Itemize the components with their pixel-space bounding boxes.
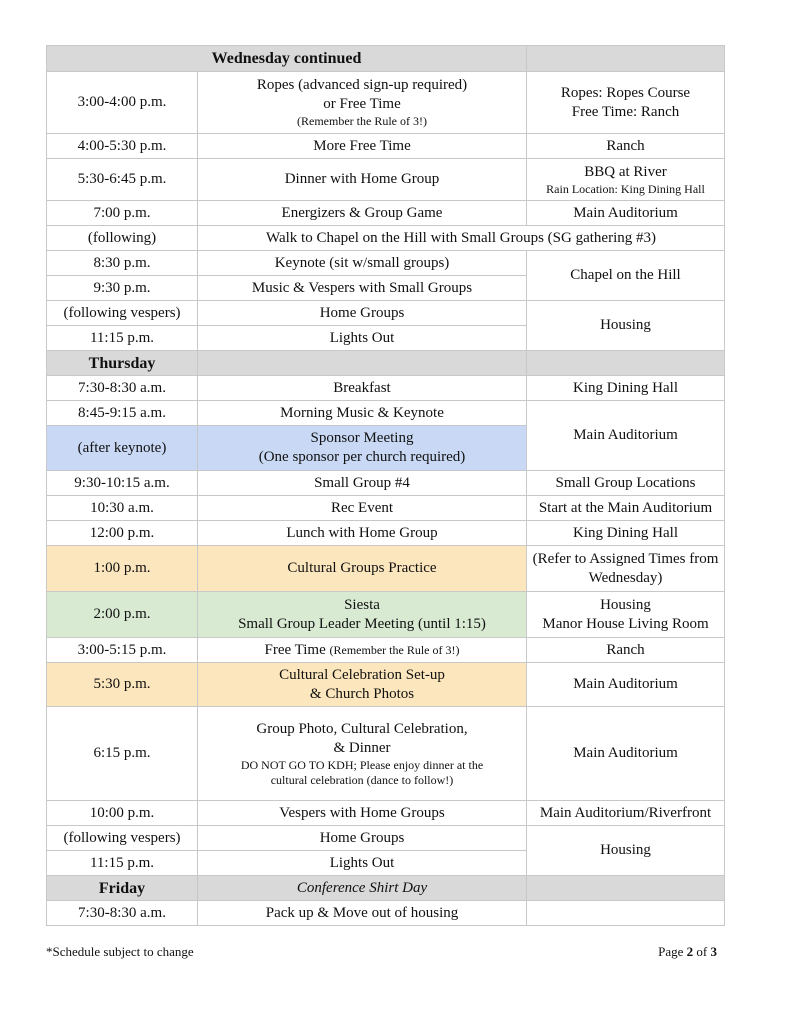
activity-cell: Cultural Groups Practice	[198, 546, 527, 592]
section-header-blank	[527, 46, 725, 72]
time-cell: 7:00 p.m.	[47, 201, 198, 226]
activity-cell: Lights Out	[198, 851, 527, 876]
table-row	[47, 401, 725, 426]
time-cell: 11:15 p.m.	[47, 851, 198, 876]
activity-cell: Small Group #4	[198, 471, 527, 496]
location-cell: Ranch	[527, 638, 725, 663]
activity-cell: Lunch with Home Group	[198, 521, 527, 546]
day-header-blank	[198, 351, 527, 376]
location-note: Rain Location: King Dining Hall	[546, 181, 705, 196]
table-row	[47, 226, 725, 251]
activity-cell	[198, 426, 527, 471]
location-cell: Main Auditorium	[527, 201, 725, 226]
table-row	[47, 496, 725, 521]
table-row	[47, 663, 725, 707]
activity-note: (Remember the Rule of 3!)	[297, 114, 427, 128]
table-row	[47, 801, 725, 826]
day-title: Friday	[47, 876, 198, 901]
time-cell: 8:30 p.m.	[47, 251, 198, 276]
day-header-blank	[527, 351, 725, 376]
location-cell: Housing	[527, 826, 725, 876]
section-title: Wednesday continued	[47, 46, 527, 72]
time-cell: (following)	[47, 226, 198, 251]
activity-line: or Free Time	[323, 96, 401, 112]
day-note: Conference Shirt Day	[198, 876, 527, 901]
activity-line: & Dinner	[333, 739, 391, 756]
location-line: BBQ at River	[584, 163, 667, 180]
time-cell: (after keynote)	[47, 426, 198, 471]
time-cell: 4:00-5:30 p.m.	[47, 134, 198, 159]
location-cell: Main Auditorium/Riverfront	[527, 801, 725, 826]
activity-cell	[198, 592, 527, 638]
activity-cell: Home Groups	[198, 826, 527, 851]
location-cell	[527, 159, 725, 201]
activity-line: Group Photo, Cultural Celebration,	[256, 720, 468, 737]
footer-disclaimer: *Schedule subject to change	[46, 944, 194, 959]
location-line: Free Time: Ranch	[571, 103, 680, 120]
activity-line: Sponsor Meeting	[310, 430, 414, 446]
table-row	[47, 134, 725, 159]
location-cell: Main Auditorium	[527, 401, 725, 471]
table-row	[47, 376, 725, 401]
day-header-row	[47, 351, 725, 376]
location-cell	[527, 592, 725, 638]
location-cell	[527, 901, 725, 926]
page-prefix: Page	[658, 944, 684, 959]
day-header-blank	[527, 876, 725, 901]
location-cell: Small Group Locations	[527, 471, 725, 496]
activity-cell: Keynote (sit w/small groups)	[198, 251, 527, 276]
table-row	[47, 546, 725, 592]
activity-cell: More Free Time	[198, 134, 527, 159]
day-header-row	[47, 876, 725, 901]
activity-line: Siesta	[344, 596, 380, 613]
table-row	[47, 592, 725, 638]
activity-line: Cultural Celebration Set-up	[279, 666, 445, 683]
time-cell: 9:30-10:15 a.m.	[47, 471, 198, 496]
location-line: (Refer to Assigned Times from	[532, 550, 719, 567]
day-title: Thursday	[47, 351, 198, 376]
time-cell: 1:00 p.m.	[47, 546, 198, 592]
page-total: 3	[710, 944, 717, 959]
activity-line: Small Group Leader Meeting (until 1:15)	[238, 615, 486, 632]
time-cell: 5:30 p.m.	[47, 663, 198, 707]
table-row	[47, 201, 725, 226]
location-cell: King Dining Hall	[527, 376, 725, 401]
time-cell: 10:30 a.m.	[47, 496, 198, 521]
activity-cell: Music & Vespers with Small Groups	[198, 276, 527, 301]
activity-cell: Walk to Chapel on the Hill with Small Groups (SG gathering #3)	[198, 226, 725, 251]
table-row	[47, 707, 725, 801]
table-row	[47, 72, 725, 134]
activity-line: (One sponsor per church required)	[258, 449, 466, 465]
page-of: of	[696, 944, 708, 959]
location-cell: King Dining Hall	[527, 521, 725, 546]
table-row	[47, 826, 725, 851]
activity-cell: Breakfast	[198, 376, 527, 401]
time-cell: 9:30 p.m.	[47, 276, 198, 301]
activity-note: cultural celebration (dance to follow!)	[270, 772, 454, 787]
table-row	[47, 159, 725, 201]
activity-cell: Home Groups	[198, 301, 527, 326]
activity-note: DO NOT GO TO KDH; Please enjoy dinner at the	[240, 757, 484, 772]
table-row	[47, 301, 725, 326]
location-line: Wednesday)	[588, 569, 663, 586]
time-cell: 11:15 p.m.	[47, 326, 198, 351]
table-row	[47, 471, 725, 496]
section-header-row	[47, 46, 725, 72]
activity-note: (Remember the Rule of 3!)	[329, 642, 460, 657]
time-cell: 2:00 p.m.	[47, 592, 198, 638]
activity-cell: Pack up & Move out of housing	[198, 901, 527, 926]
activity-cell	[198, 72, 527, 134]
table-row	[47, 251, 725, 276]
location-cell: Main Auditorium	[527, 707, 725, 801]
location-cell	[527, 72, 725, 134]
location-cell: Main Auditorium	[527, 663, 725, 707]
location-cell: Housing	[527, 301, 725, 351]
time-cell: (following vespers)	[47, 826, 198, 851]
activity-cell: Lights Out	[198, 326, 527, 351]
activity-cell: Energizers & Group Game	[198, 201, 527, 226]
activity-cell: Dinner with Home Group	[198, 159, 527, 201]
time-cell: 7:30-8:30 a.m.	[47, 376, 198, 401]
time-cell: 7:30-8:30 a.m.	[47, 901, 198, 926]
table-row	[47, 901, 725, 926]
activity-text: Free Time	[264, 641, 326, 658]
location-line: Ropes: Ropes Course	[560, 84, 691, 101]
time-cell: 6:15 p.m.	[47, 707, 198, 801]
location-cell: Ranch	[527, 134, 725, 159]
activity-cell: Rec Event	[198, 496, 527, 521]
activity-cell	[198, 707, 527, 801]
activity-line: & Church Photos	[309, 685, 415, 702]
location-line: Housing	[600, 596, 651, 613]
activity-line: Ropes (advanced sign-up required)	[256, 77, 468, 93]
time-cell: 12:00 p.m.	[47, 521, 198, 546]
time-cell: 3:00-5:15 p.m.	[47, 638, 198, 663]
time-cell: 3:00-4:00 p.m.	[47, 72, 198, 134]
time-cell: 10:00 p.m.	[47, 801, 198, 826]
activity-cell: Vespers with Home Groups	[198, 801, 527, 826]
schedule-table	[46, 45, 725, 926]
table-row	[47, 521, 725, 546]
time-cell: (following vespers)	[47, 301, 198, 326]
location-line: Manor House Living Room	[542, 615, 709, 632]
time-cell: 8:45-9:15 a.m.	[47, 401, 198, 426]
page-number	[658, 944, 717, 960]
page-current: 2	[686, 944, 694, 959]
activity-cell: Morning Music & Keynote	[198, 401, 527, 426]
time-cell: 5:30-6:45 p.m.	[47, 159, 198, 201]
table-row	[47, 638, 725, 663]
location-cell: Chapel on the Hill	[527, 251, 725, 301]
activity-cell	[198, 663, 527, 707]
location-cell	[527, 546, 725, 592]
activity-cell	[198, 638, 527, 663]
location-cell: Start at the Main Auditorium	[527, 496, 725, 521]
